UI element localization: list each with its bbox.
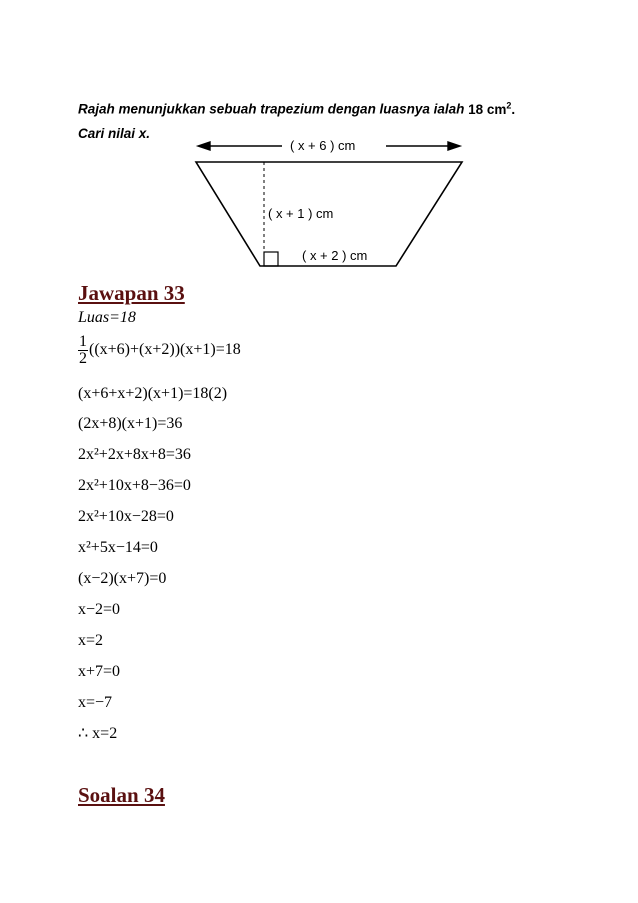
- height-label: ( x + 1 ) cm: [268, 206, 334, 221]
- bottom-side-label: ( x + 2 ) cm: [302, 248, 368, 263]
- question-line-1: Rajah menunjukkan sebuah trapezium dengan luasnya ialah 18 $cm^2$.: [78, 100, 516, 117]
- step-11: x=2: [78, 632, 104, 649]
- step-7: 2x²+10x−28=0: [78, 508, 174, 525]
- step-3: (x+6+x+2)(x+1)=18(2): [78, 385, 228, 402]
- step-6: 2x²+10x+8−36=0: [78, 477, 191, 494]
- answer-heading: Jawapan 33: [78, 281, 185, 305]
- half-fraction: $\frac{1}{2}$: [79, 333, 87, 367]
- step-8: x²+5x−14=0: [78, 539, 158, 556]
- step-5: 2x²+2x+8x+8=36: [78, 446, 191, 463]
- next-question-heading: Soalan 34: [78, 783, 165, 807]
- solution-steps: [78, 308, 478, 755]
- step-14-conclusion: ∴ x=2: [78, 725, 118, 742]
- question-line-2: Cari nilai x.: [78, 125, 151, 141]
- step-luas: Luas=18: [78, 309, 136, 326]
- trapezium-diagram: [190, 130, 480, 270]
- top-side-label: ( x + 6 ) cm: [290, 138, 356, 153]
- area-value: 18 $cm^2$.: [468, 100, 516, 117]
- step-10: x−2=0: [78, 601, 121, 618]
- step-9: (x−2)(x+7)=0: [78, 570, 167, 587]
- right-angle-marker: [264, 252, 278, 266]
- step-13: x=−7: [78, 694, 113, 711]
- step-12: x+7=0: [78, 663, 121, 680]
- step-area-formula: $\frac{1}{2}$ ((x+6)+(x+2))(x+1)=18: [79, 333, 241, 367]
- step-4: (2x+8)(x+1)=36: [78, 415, 183, 432]
